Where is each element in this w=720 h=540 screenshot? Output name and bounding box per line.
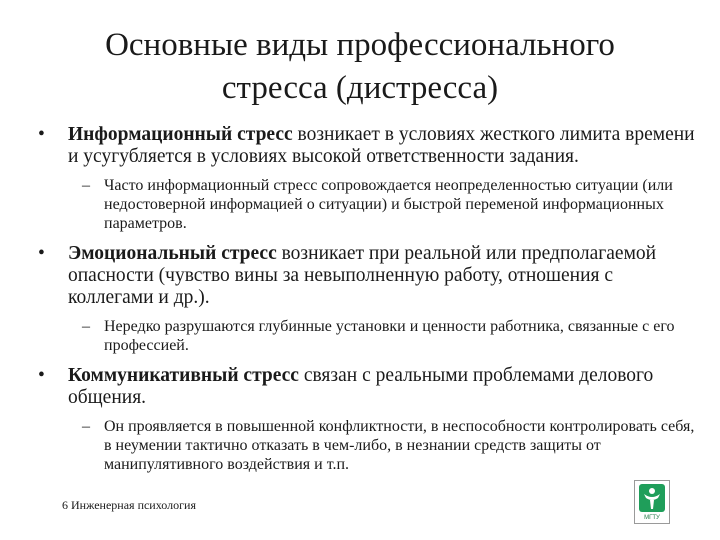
bullet-communicative-stress	[38, 365, 698, 409]
bullet-term: Коммуникативный стресс	[68, 365, 299, 386]
bullet-term: Эмоциональный стресс	[68, 243, 277, 264]
figure-icon	[639, 484, 665, 512]
dash-marker: –	[82, 418, 90, 435]
title-line-1: Основные виды профессионального	[105, 27, 615, 63]
bullet-term: Информационный стресс	[68, 124, 293, 145]
university-logo-icon	[634, 480, 670, 524]
dash-marker: –	[82, 318, 90, 335]
slide-footer: 6 Инженерная психология	[62, 498, 196, 512]
bullet-information-stress	[38, 124, 698, 168]
bullet-marker: •	[38, 124, 45, 145]
bullet-text: возникает при реальной или предполагаемой опасности (чувство вины за невыполненную работу, отношения с коллегами и др.).	[68, 243, 657, 308]
title-line-2: стресса (дистресса)	[221, 70, 499, 106]
bullet-emotional-stress	[38, 243, 698, 309]
sub-bullet-text: Нередко разрушаются глубинные установки и ценности работника, связанные с его профессией.	[104, 318, 675, 354]
logo-emblem	[639, 484, 665, 512]
bullet-marker: •	[38, 365, 45, 386]
slide-body	[38, 124, 698, 484]
sub-bullet-emotional-stress	[82, 317, 698, 355]
slide-title	[0, 24, 720, 110]
sub-bullet-communicative-stress	[82, 417, 698, 474]
logo-caption: МГТУ	[644, 515, 660, 521]
dash-marker: –	[82, 177, 90, 194]
bullet-marker: •	[38, 243, 45, 264]
sub-bullet-information-stress	[82, 176, 698, 233]
sub-bullet-text: Часто информационный стресс сопровождается неопределенностью ситуации (или недостоверной информацией о ситуации) и быстрой переменой информационных параметров.	[104, 177, 673, 232]
bullet-text: связан с реальными проблемами делового общения.	[68, 365, 654, 408]
sub-bullet-text: Он проявляется в повышенной конфликтности, в неспособности контролировать себя, в неумении тактично отказать в чем-либо, в незнании средств защиты от манипулятивного воздействия и т.п.	[104, 418, 695, 473]
bullet-text: возникает в условиях жесткого лимита времени и усугубляется в условиях высокой ответственности задания.	[68, 124, 695, 167]
